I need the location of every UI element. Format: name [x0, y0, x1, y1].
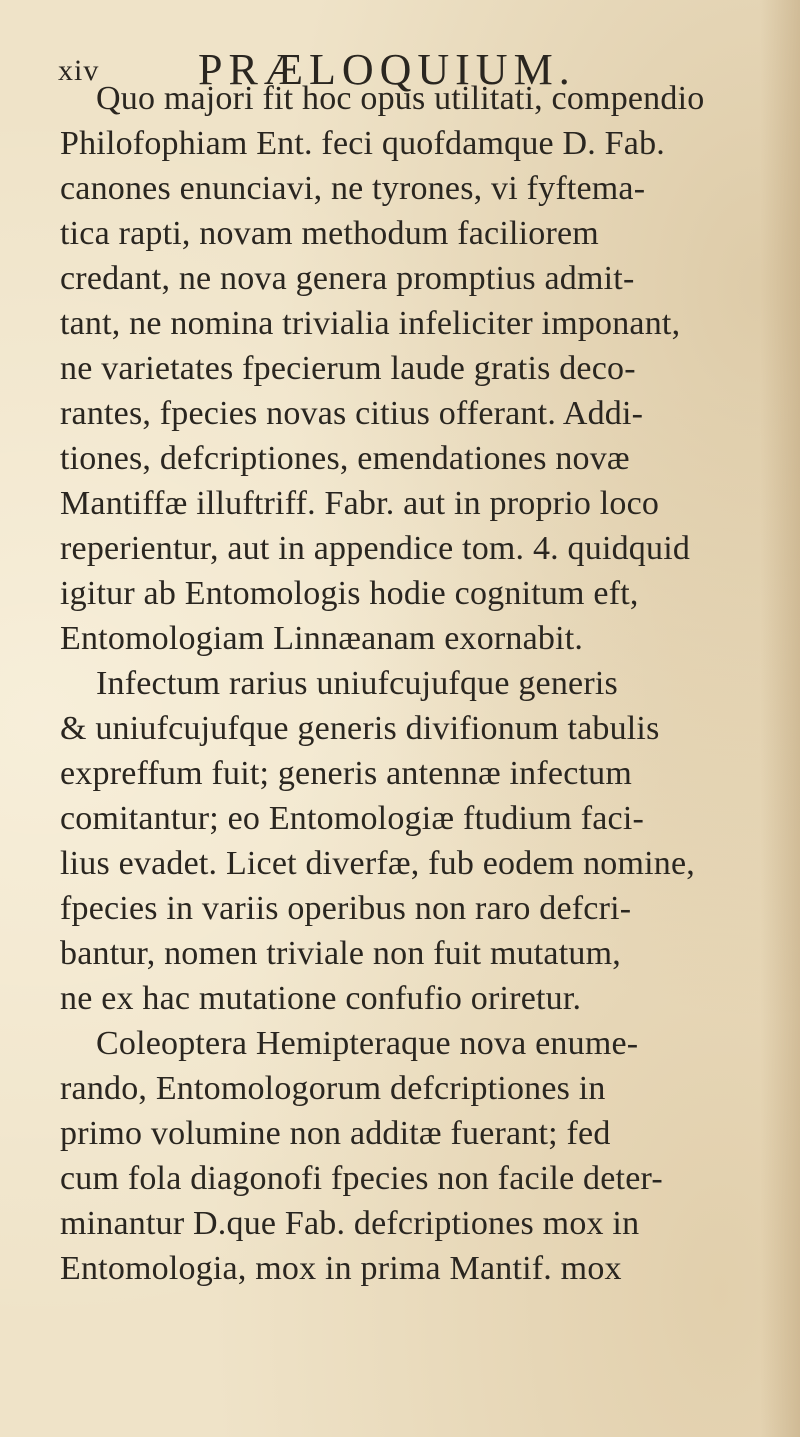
text-line-23: rando, Entomologorum defcriptiones in: [60, 1070, 606, 1107]
body-text: [60, 76, 780, 1291]
text-line-24: primo volumine non additæ fuerant; fed: [60, 1115, 611, 1152]
text-line-19: fpecies in variis operibus non raro defcri-: [60, 890, 632, 927]
text-line-26: minantur D.que Fab. defcriptiones mox in: [60, 1205, 640, 1242]
text-line-21: ne ex hac mutatione confufio oriretur.: [60, 980, 582, 1017]
text-line-18: lius evadet. Licet diverfæ, fub eodem nomine,: [60, 845, 695, 882]
text-line-7: ne varietates fpecierum laude gratis deco-: [60, 350, 636, 387]
text-line-13: Entomologiam Linnæanam exornabit.: [60, 620, 584, 657]
text-line-2: Philofophiam Ent. feci quofdamque D. Fab.: [60, 125, 665, 162]
text-line-10: Mantiffæ illuftriff. Fabr. aut in proprio loco: [60, 485, 660, 522]
text-line-1: Quo majori fit hoc opus utilitati, compendio: [96, 80, 705, 117]
text-line-4: tica rapti, novam methodum faciliorem: [60, 215, 599, 252]
text-line-3: canones enunciavi, ne tyrones, vi fyftema-: [60, 170, 646, 207]
text-line-22: Coleoptera Hemipteraque nova enume-: [96, 1025, 639, 1062]
text-line-17: comitantur; eo Entomologiæ ftudium faci-: [60, 800, 644, 837]
text-line-25: cum fola diagonofi fpecies non facile deter-: [60, 1160, 663, 1197]
text-line-6: tant, ne nomina trivialia infeliciter imponant,: [60, 305, 681, 342]
text-line-27: Entomologia, mox in prima Mantif. mox: [60, 1250, 622, 1287]
text-line-14: Infectum rarius uniufcujufque generis: [96, 665, 618, 702]
text-line-12: igitur ab Entomologis hodie cognitum eft,: [60, 575, 639, 612]
running-title: PRÆLOQUIUM.: [198, 45, 576, 94]
page-number: xiv: [58, 54, 100, 87]
text-line-8: rantes, fpecies novas citius offerant. Addi-: [60, 395, 644, 432]
text-line-5: credant, ne nova genera promptius admit-: [60, 260, 635, 297]
text-line-11: reperientur, aut in appendice tom. 4. quidquid: [60, 530, 691, 567]
text-line-15: & uniufcujufque generis divifionum tabulis: [60, 710, 660, 747]
text-line-9: tiones, defcriptiones, emendationes novæ: [60, 440, 630, 477]
text-line-20: bantur, nomen triviale non fuit mutatum,: [60, 935, 621, 972]
text-line-16: expreffum fuit; generis antennæ infectum: [60, 755, 632, 792]
